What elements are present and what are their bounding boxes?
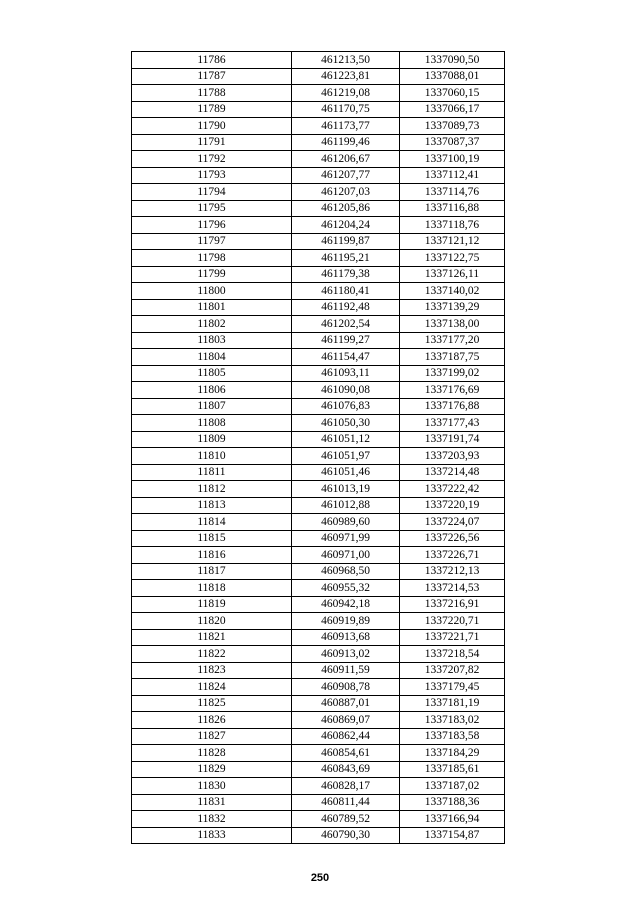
x-coordinate-cell: 461207,03	[292, 184, 400, 201]
x-coordinate-cell: 461213,50	[292, 52, 400, 69]
point-number-cell: 11812	[132, 481, 292, 498]
table-row	[132, 118, 505, 135]
point-number-cell: 11808	[132, 415, 292, 432]
x-coordinate-cell: 461207,77	[292, 167, 400, 184]
x-coordinate-cell: 460908,78	[292, 679, 400, 696]
x-coordinate-cell: 460887,01	[292, 695, 400, 712]
point-number-cell: 11787	[132, 68, 292, 85]
y-coordinate-cell: 1337176,88	[400, 398, 505, 415]
y-coordinate-cell: 1337181,19	[400, 695, 505, 712]
point-number-cell: 11803	[132, 332, 292, 349]
point-number-cell: 11820	[132, 613, 292, 630]
page-number: 250	[310, 872, 330, 884]
table-row	[132, 728, 505, 745]
table-row	[132, 811, 505, 828]
point-number-cell: 11811	[132, 464, 292, 481]
y-coordinate-cell: 1337184,29	[400, 745, 505, 762]
x-coordinate-cell: 461154,47	[292, 349, 400, 366]
x-coordinate-cell: 461051,97	[292, 448, 400, 465]
table-row	[132, 530, 505, 547]
point-number-cell: 11800	[132, 283, 292, 300]
y-coordinate-cell: 1337183,58	[400, 728, 505, 745]
x-coordinate-cell: 461012,88	[292, 497, 400, 514]
x-coordinate-cell: 460854,61	[292, 745, 400, 762]
y-coordinate-cell: 1337088,01	[400, 68, 505, 85]
y-coordinate-cell: 1337216,91	[400, 596, 505, 613]
point-number-cell: 11786	[132, 52, 292, 69]
y-coordinate-cell: 1337122,75	[400, 250, 505, 267]
point-number-cell: 11810	[132, 448, 292, 465]
table-row	[132, 646, 505, 663]
x-coordinate-cell: 460919,89	[292, 613, 400, 630]
y-coordinate-cell: 1337199,02	[400, 365, 505, 382]
point-number-cell: 11821	[132, 629, 292, 646]
table-row	[132, 134, 505, 151]
x-coordinate-cell: 460869,07	[292, 712, 400, 729]
y-coordinate-cell: 1337183,02	[400, 712, 505, 729]
x-coordinate-cell: 461180,41	[292, 283, 400, 300]
table-row	[132, 679, 505, 696]
table-row	[132, 283, 505, 300]
point-number-cell: 11794	[132, 184, 292, 201]
x-coordinate-cell: 461173,77	[292, 118, 400, 135]
table-row	[132, 332, 505, 349]
point-number-cell: 11796	[132, 217, 292, 234]
y-coordinate-cell: 1337179,45	[400, 679, 505, 696]
y-coordinate-cell: 1337226,71	[400, 547, 505, 564]
point-number-cell: 11791	[132, 134, 292, 151]
table-row	[132, 613, 505, 630]
x-coordinate-cell: 460971,99	[292, 530, 400, 547]
x-coordinate-cell: 461195,21	[292, 250, 400, 267]
point-number-cell: 11788	[132, 85, 292, 102]
x-coordinate-cell: 461051,12	[292, 431, 400, 448]
x-coordinate-cell: 460971,00	[292, 547, 400, 564]
table-row	[132, 580, 505, 597]
table-row	[132, 563, 505, 580]
x-coordinate-cell: 461170,75	[292, 101, 400, 118]
x-coordinate-cell: 460811,44	[292, 794, 400, 811]
point-number-cell: 11816	[132, 547, 292, 564]
table-row	[132, 382, 505, 399]
x-coordinate-cell: 461179,38	[292, 266, 400, 283]
y-coordinate-cell: 1337212,13	[400, 563, 505, 580]
x-coordinate-cell: 461205,86	[292, 200, 400, 217]
y-coordinate-cell: 1337188,36	[400, 794, 505, 811]
table-row	[132, 596, 505, 613]
table-row	[132, 217, 505, 234]
point-number-cell: 11799	[132, 266, 292, 283]
point-number-cell: 11804	[132, 349, 292, 366]
point-number-cell: 11833	[132, 827, 292, 844]
table-row	[132, 398, 505, 415]
table-row	[132, 85, 505, 102]
y-coordinate-cell: 1337226,56	[400, 530, 505, 547]
y-coordinate-cell: 1337140,02	[400, 283, 505, 300]
x-coordinate-cell: 461076,83	[292, 398, 400, 415]
x-coordinate-cell: 461199,46	[292, 134, 400, 151]
table-row	[132, 629, 505, 646]
point-number-cell: 11806	[132, 382, 292, 399]
y-coordinate-cell: 1337214,53	[400, 580, 505, 597]
y-coordinate-cell: 1337185,61	[400, 761, 505, 778]
y-coordinate-cell: 1337066,17	[400, 101, 505, 118]
table-row	[132, 52, 505, 69]
y-coordinate-cell: 1337191,74	[400, 431, 505, 448]
y-coordinate-cell: 1337087,37	[400, 134, 505, 151]
table-row	[132, 712, 505, 729]
x-coordinate-cell: 460862,44	[292, 728, 400, 745]
table-row	[132, 349, 505, 366]
y-coordinate-cell: 1337177,20	[400, 332, 505, 349]
table-row	[132, 316, 505, 333]
point-number-cell: 11809	[132, 431, 292, 448]
x-coordinate-cell: 460790,30	[292, 827, 400, 844]
point-number-cell: 11818	[132, 580, 292, 597]
y-coordinate-cell: 1337154,87	[400, 827, 505, 844]
table-row	[132, 266, 505, 283]
y-coordinate-cell: 1337126,11	[400, 266, 505, 283]
point-number-cell: 11807	[132, 398, 292, 415]
y-coordinate-cell: 1337222,42	[400, 481, 505, 498]
x-coordinate-cell: 460955,32	[292, 580, 400, 597]
point-number-cell: 11815	[132, 530, 292, 547]
point-number-cell: 11817	[132, 563, 292, 580]
table-row	[132, 200, 505, 217]
point-number-cell: 11825	[132, 695, 292, 712]
y-coordinate-cell: 1337118,76	[400, 217, 505, 234]
x-coordinate-cell: 461202,54	[292, 316, 400, 333]
table-row	[132, 299, 505, 316]
point-number-cell: 11814	[132, 514, 292, 531]
point-number-cell: 11824	[132, 679, 292, 696]
x-coordinate-cell: 461204,24	[292, 217, 400, 234]
y-coordinate-cell: 1337187,02	[400, 778, 505, 795]
x-coordinate-cell: 461219,08	[292, 85, 400, 102]
table-row	[132, 233, 505, 250]
y-coordinate-cell: 1337221,71	[400, 629, 505, 646]
y-coordinate-cell: 1337100,19	[400, 151, 505, 168]
coordinates-table	[131, 51, 505, 844]
point-number-cell: 11832	[132, 811, 292, 828]
x-coordinate-cell: 460843,69	[292, 761, 400, 778]
x-coordinate-cell: 460989,60	[292, 514, 400, 531]
x-coordinate-cell: 461199,27	[292, 332, 400, 349]
x-coordinate-cell: 461013,19	[292, 481, 400, 498]
table-row	[132, 662, 505, 679]
table-row	[132, 464, 505, 481]
y-coordinate-cell: 1337116,88	[400, 200, 505, 217]
table-row	[132, 431, 505, 448]
y-coordinate-cell: 1337187,75	[400, 349, 505, 366]
point-number-cell: 11822	[132, 646, 292, 663]
table-row	[132, 448, 505, 465]
y-coordinate-cell: 1337176,69	[400, 382, 505, 399]
point-number-cell: 11802	[132, 316, 292, 333]
x-coordinate-cell: 461090,08	[292, 382, 400, 399]
table-row	[132, 167, 505, 184]
y-coordinate-cell: 1337089,73	[400, 118, 505, 135]
x-coordinate-cell: 460911,59	[292, 662, 400, 679]
y-coordinate-cell: 1337138,00	[400, 316, 505, 333]
point-number-cell: 11826	[132, 712, 292, 729]
point-number-cell: 11795	[132, 200, 292, 217]
point-number-cell: 11831	[132, 794, 292, 811]
table-row	[132, 151, 505, 168]
table-row	[132, 745, 505, 762]
point-number-cell: 11792	[132, 151, 292, 168]
point-number-cell: 11829	[132, 761, 292, 778]
point-number-cell: 11805	[132, 365, 292, 382]
y-coordinate-cell: 1337220,19	[400, 497, 505, 514]
x-coordinate-cell: 461223,81	[292, 68, 400, 85]
x-coordinate-cell: 460913,68	[292, 629, 400, 646]
x-coordinate-cell: 461093,11	[292, 365, 400, 382]
table-row	[132, 250, 505, 267]
table-row	[132, 794, 505, 811]
x-coordinate-cell: 461051,46	[292, 464, 400, 481]
x-coordinate-cell: 460913,02	[292, 646, 400, 663]
table-row	[132, 481, 505, 498]
point-number-cell: 11813	[132, 497, 292, 514]
y-coordinate-cell: 1337220,71	[400, 613, 505, 630]
y-coordinate-cell: 1337224,07	[400, 514, 505, 531]
point-number-cell: 11790	[132, 118, 292, 135]
x-coordinate-cell: 461192,48	[292, 299, 400, 316]
y-coordinate-cell: 1337166,94	[400, 811, 505, 828]
x-coordinate-cell: 461206,67	[292, 151, 400, 168]
point-number-cell: 11823	[132, 662, 292, 679]
table-row	[132, 184, 505, 201]
y-coordinate-cell: 1337207,82	[400, 662, 505, 679]
y-coordinate-cell: 1337121,12	[400, 233, 505, 250]
table-row	[132, 778, 505, 795]
y-coordinate-cell: 1337090,50	[400, 52, 505, 69]
table-row	[132, 514, 505, 531]
table-row	[132, 761, 505, 778]
x-coordinate-cell: 461199,87	[292, 233, 400, 250]
point-number-cell: 11797	[132, 233, 292, 250]
table-row	[132, 827, 505, 844]
y-coordinate-cell: 1337203,93	[400, 448, 505, 465]
point-number-cell: 11827	[132, 728, 292, 745]
y-coordinate-cell: 1337060,15	[400, 85, 505, 102]
point-number-cell: 11828	[132, 745, 292, 762]
x-coordinate-cell: 461050,30	[292, 415, 400, 432]
x-coordinate-cell: 460942,18	[292, 596, 400, 613]
table-row	[132, 101, 505, 118]
x-coordinate-cell: 460968,50	[292, 563, 400, 580]
x-coordinate-cell: 460828,17	[292, 778, 400, 795]
point-number-cell: 11801	[132, 299, 292, 316]
table-row	[132, 497, 505, 514]
point-number-cell: 11819	[132, 596, 292, 613]
point-number-cell: 11793	[132, 167, 292, 184]
coordinates-table-body	[132, 52, 505, 844]
y-coordinate-cell: 1337214,48	[400, 464, 505, 481]
table-row	[132, 68, 505, 85]
y-coordinate-cell: 1337218,54	[400, 646, 505, 663]
point-number-cell: 11830	[132, 778, 292, 795]
y-coordinate-cell: 1337114,76	[400, 184, 505, 201]
y-coordinate-cell: 1337139,29	[400, 299, 505, 316]
point-number-cell: 11789	[132, 101, 292, 118]
y-coordinate-cell: 1337112,41	[400, 167, 505, 184]
y-coordinate-cell: 1337177,43	[400, 415, 505, 432]
x-coordinate-cell: 460789,52	[292, 811, 400, 828]
table-row	[132, 415, 505, 432]
table-row	[132, 365, 505, 382]
point-number-cell: 11798	[132, 250, 292, 267]
table-row	[132, 695, 505, 712]
table-row	[132, 547, 505, 564]
